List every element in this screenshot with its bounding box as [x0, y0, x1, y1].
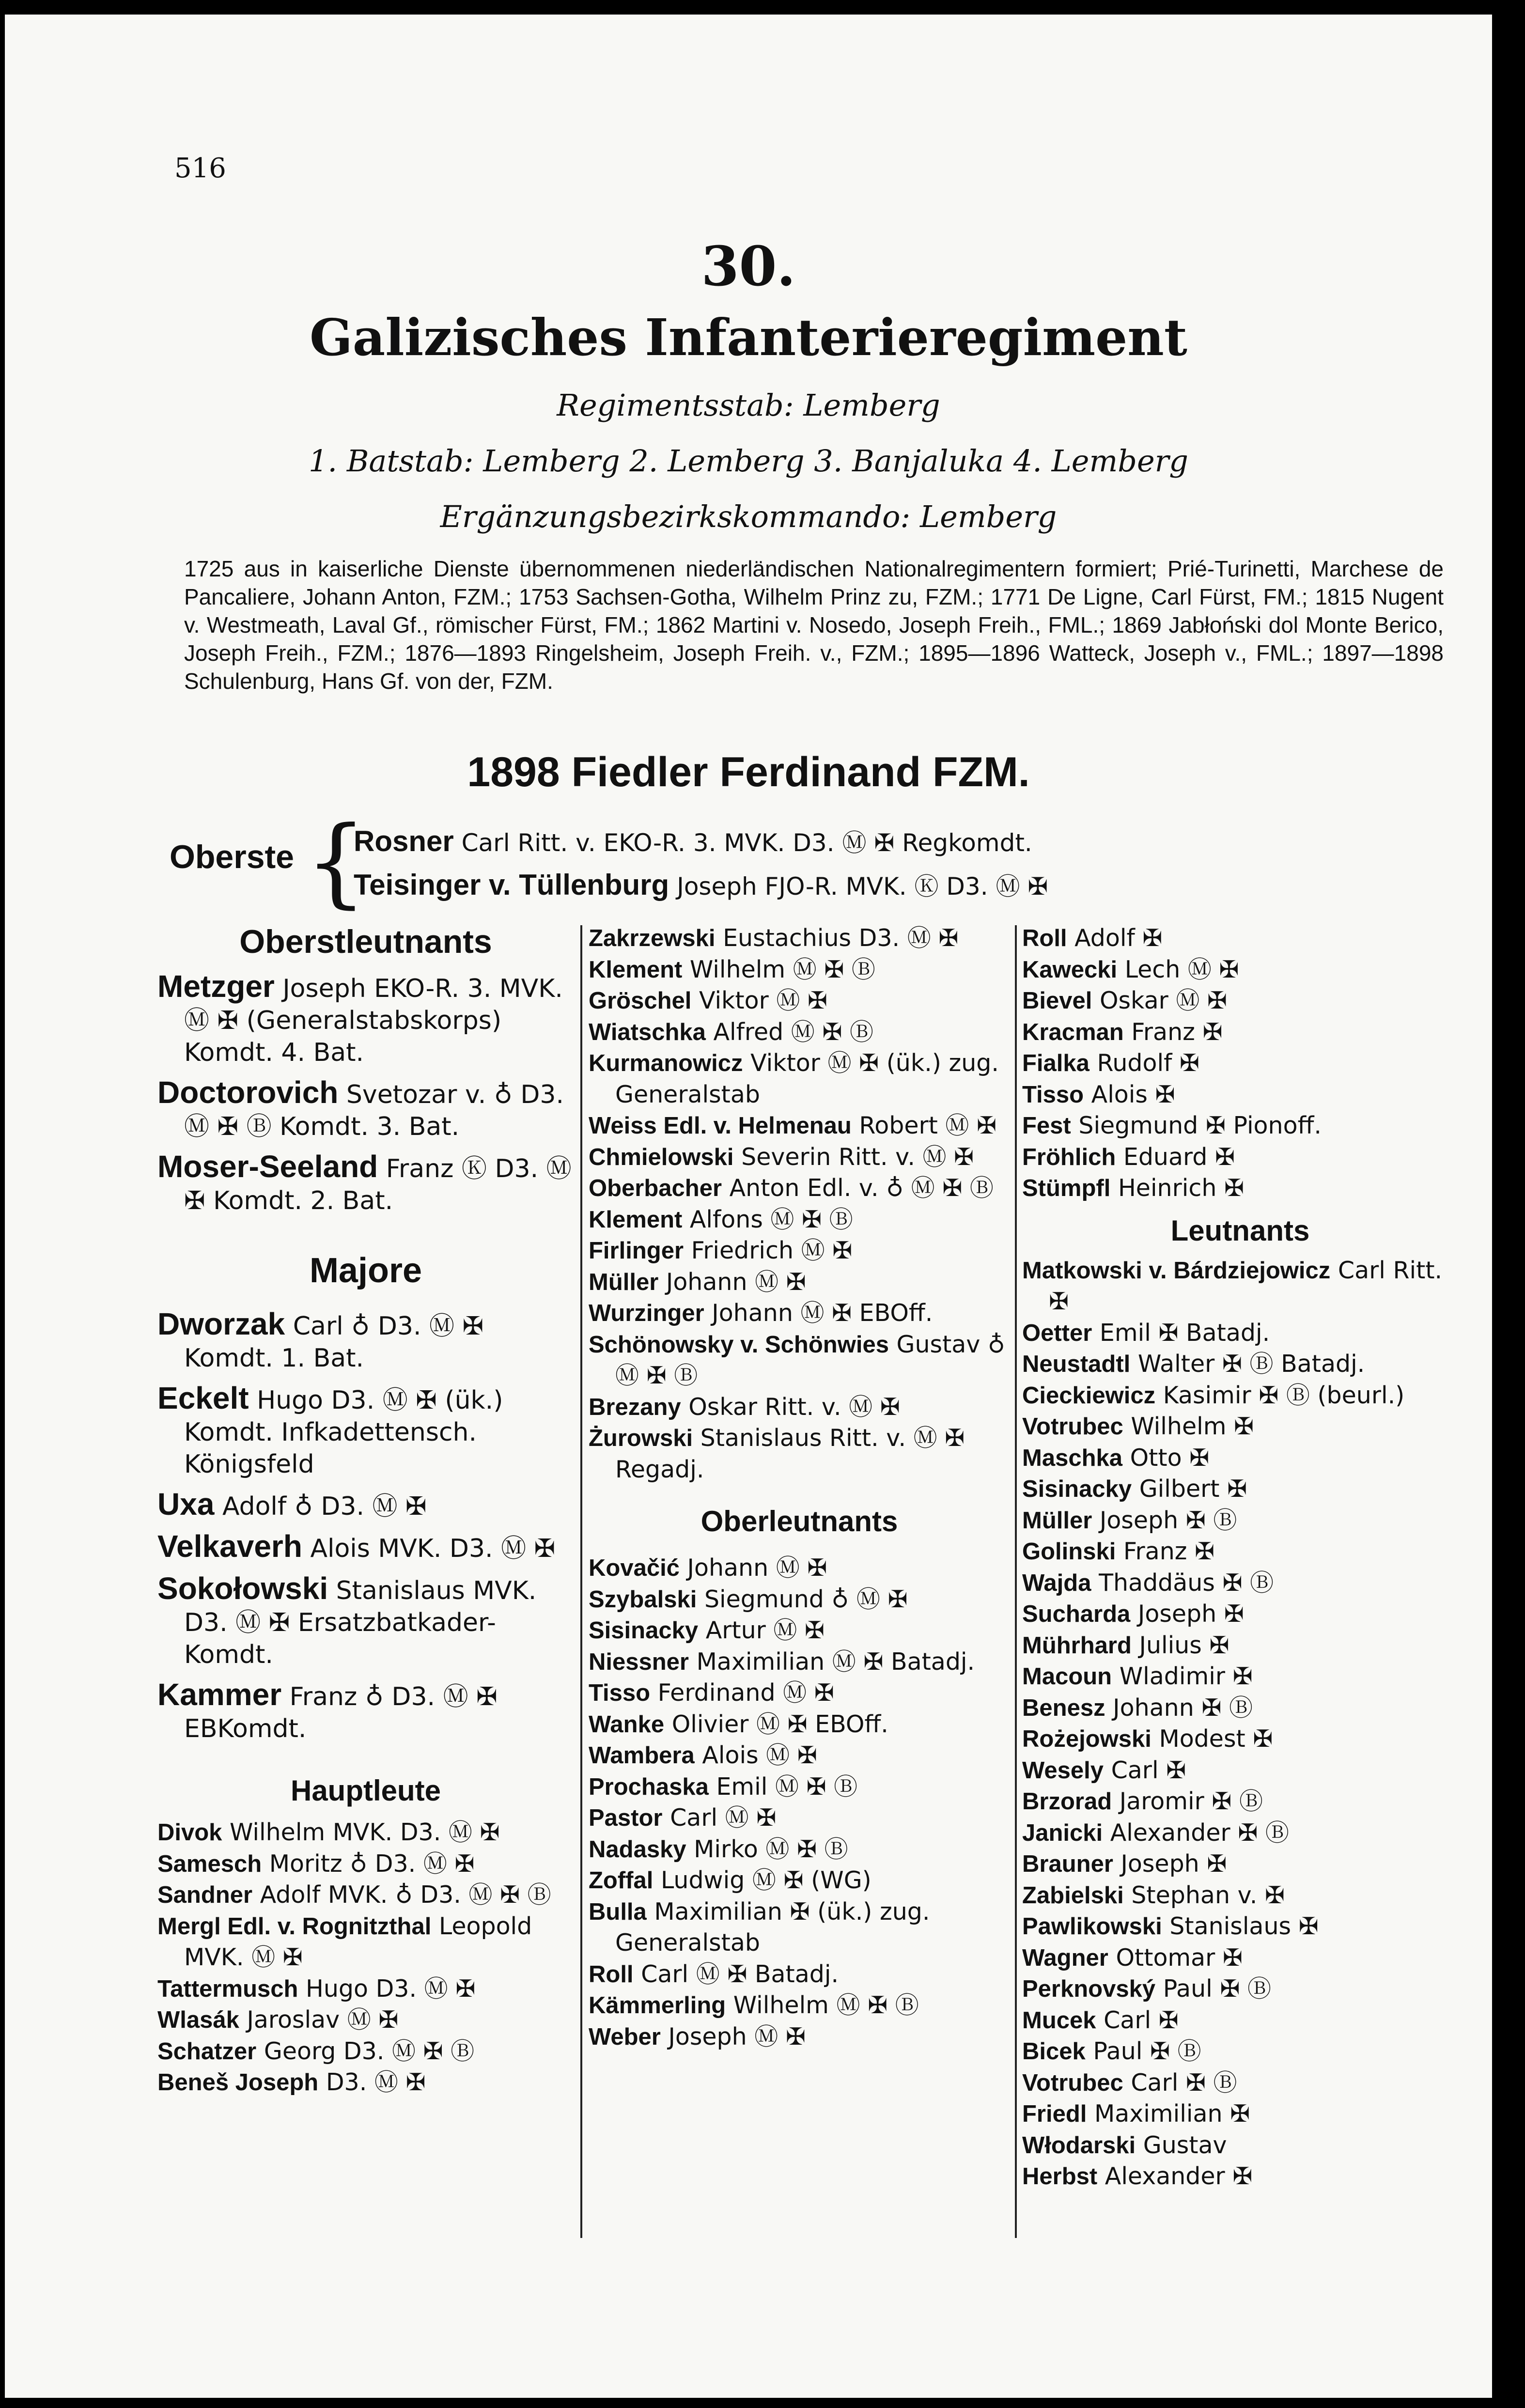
officer-details: Maximilian Ⓜ ✠ Batadj. [696, 1647, 975, 1676]
page-number: 516 [174, 153, 226, 184]
officer-details: Julius ✠ [1139, 1631, 1229, 1659]
officer-details: Hugo D3. Ⓜ ✠ (ük.) Komdt. Infkadettensch. Königsfeld [184, 1386, 503, 1479]
oberst-name: Rosner [354, 825, 454, 857]
officer-entry [589, 1142, 1010, 1173]
officer-details: Rudolf ✠ [1097, 1049, 1199, 1077]
officer-entry [589, 1298, 1010, 1329]
officer-entry [1022, 2036, 1458, 2067]
column-divider [1015, 925, 1017, 2238]
officer-entry [589, 954, 1010, 986]
officer-details: D3. Ⓜ ✠ [326, 2068, 426, 2096]
officer-details: Otto ✠ [1130, 1444, 1210, 1472]
officer-details: Friedrich Ⓜ ✠ [691, 1237, 853, 1264]
officer-name: Wlasák [157, 2007, 239, 2033]
officer-name: Kammer [157, 1677, 282, 1712]
officer-details: Leopold MVK. Ⓜ ✠ [184, 1912, 532, 1971]
officer-entry [589, 1740, 1010, 1771]
officer-name: Müller [589, 1269, 659, 1295]
officer-entry [1022, 1693, 1458, 1724]
officer-details: Johann Ⓜ ✠ [687, 1554, 827, 1582]
officer-entry [1022, 1142, 1458, 1173]
officer-name: Mührhard [1022, 1632, 1132, 1659]
officer-name: Roll [589, 1961, 634, 1988]
officer-details: Alexander ✠ Ⓑ [1110, 1818, 1289, 1847]
officer-entry [589, 1235, 1010, 1267]
officer-name: Weiss Edl. v. Helmenau [589, 1113, 852, 1139]
officer-name: Weber [589, 2023, 661, 2050]
column-divider [580, 925, 582, 2238]
officer-details: Carl ✠ [1104, 2006, 1179, 2034]
officer-name: Kracman [1022, 1019, 1124, 1045]
officer-entry [589, 1802, 1010, 1834]
officer-name: Roll [1022, 925, 1067, 951]
officer-name: Mucek [1022, 2007, 1096, 2034]
officer-entry [1022, 1599, 1458, 1630]
officer-entry [589, 1329, 1010, 1392]
officer-name: Wesely [1022, 1757, 1104, 1784]
ergaenzung-line: Ergänzungsbezirkskommando: Lemberg [440, 499, 1057, 534]
section-title-leutnants: Leutnants [1170, 1214, 1310, 1247]
batstab-line: 1. Batstab: Lemberg 2. Lemberg 3. Banjaluka 4. Lemberg [308, 443, 1188, 479]
officer-details: Franz ✠ [1131, 1018, 1223, 1046]
officer-name: Herbst [1022, 2163, 1098, 2190]
officer-entry [1022, 1849, 1458, 1880]
officer-name: Müller [1022, 1507, 1092, 1534]
officer-details: Georg D3. Ⓜ ✠ Ⓑ [264, 2037, 475, 2065]
officer-entry [1022, 1110, 1458, 1142]
officer-details: Carl Ⓜ ✠ Batadj. [641, 1960, 839, 1988]
officer-details: Paul ✠ Ⓑ [1093, 2037, 1201, 2065]
officer-name: Fest [1022, 1113, 1071, 1139]
officer-entry [589, 2021, 1010, 2053]
hauptleute-list [157, 1817, 574, 2098]
officer-entry [1022, 1173, 1458, 1204]
oberst-details: Joseph FJO-R. MVK. Ⓚ D3. Ⓜ ✠ [677, 872, 1048, 901]
officer-details: Johann Ⓜ ✠ [666, 1268, 806, 1296]
officer-entry [1022, 2067, 1458, 2099]
officer-name: Oberbacher [589, 1175, 722, 1201]
officer-name: Wiatschka [589, 1019, 706, 1045]
regiment-owner: 1898 Fiedler Ferdinand FZM. [467, 749, 1030, 795]
officer-details: Joseph EKO-R. 3. MVK. Ⓜ ✠ (Generalstabskorps) Komdt. 4. Bat. [184, 974, 563, 1067]
officer-name: Klement [589, 1206, 683, 1233]
officer-details: Severin Ritt. v. Ⓜ ✠ [741, 1143, 974, 1171]
officer-entry [1022, 2130, 1458, 2161]
officer-entry [1022, 1443, 1458, 1474]
officer-entry [1022, 1786, 1458, 1818]
officer-entry [589, 1865, 1010, 1896]
officer-details: Paul ✠ Ⓑ [1163, 1975, 1271, 2003]
officer-name: Rożejowski [1022, 1726, 1152, 1752]
officer-details: Walter ✠ Ⓑ Batadj. [1137, 1350, 1365, 1378]
leutnants-list [1022, 1255, 1458, 2192]
officer-name: Kurmanowicz [589, 1050, 743, 1076]
officer-details: Mirko Ⓜ ✠ Ⓑ [694, 1835, 848, 1863]
officer-entry [1022, 2098, 1458, 2130]
officer-details: Eustachius D3. Ⓜ ✠ [723, 924, 959, 952]
officer-name: Metzger [157, 969, 275, 1004]
officer-entry [157, 1150, 574, 1217]
officer-name: Janicki [1022, 1819, 1103, 1846]
officer-entry [157, 1076, 574, 1143]
officer-details: Oskar Ⓜ ✠ [1099, 987, 1227, 1014]
officer-entry [1022, 1255, 1458, 1318]
officer-details: Wilhelm ✠ [1131, 1413, 1254, 1440]
officer-name: Żurowski [589, 1425, 693, 1451]
officer-name: Zoffal [589, 1867, 654, 1894]
officer-details: Lech Ⓜ ✠ [1124, 955, 1239, 983]
officer-details: Hugo D3. Ⓜ ✠ [306, 1974, 476, 2003]
officer-name: Wambera [589, 1742, 695, 1769]
officer-name: Golinski [1022, 1538, 1116, 1565]
officer-details: Artur Ⓜ ✠ [705, 1616, 825, 1644]
section-title-oberstleutnants: Oberstleutnants [239, 923, 492, 960]
officer-entry [589, 1584, 1010, 1616]
officer-details: Modest ✠ [1159, 1725, 1273, 1753]
officer-name: Macoun [1022, 1663, 1112, 1690]
officer-entry [589, 1709, 1010, 1740]
regimentsstab-line: Regimentsstab: Lemberg [557, 388, 940, 423]
officer-details: Stanislaus ✠ [1169, 1912, 1319, 1940]
majore-list [157, 1308, 574, 1745]
officer-entry [1022, 1048, 1458, 1079]
officer-entry [157, 1973, 574, 2005]
officer-details: Adolf ✠ [1074, 924, 1163, 952]
officer-name: Eckelt [157, 1381, 249, 1415]
officer-entry [589, 1771, 1010, 1803]
officer-entry [157, 1530, 574, 1565]
officer-name: Velkaverh [157, 1529, 302, 1564]
officer-details: Joseph Ⓜ ✠ [668, 2022, 806, 2051]
officer-entry [589, 1990, 1010, 2021]
officer-name: Firlinger [589, 1238, 684, 1264]
officer-entry [589, 1423, 1010, 1485]
officer-name: Schatzer [157, 2038, 257, 2065]
officer-entry [157, 1572, 574, 1671]
officer-entry [1022, 1630, 1458, 1662]
officer-name: Friedl [1022, 2101, 1087, 2127]
officer-entry [1022, 923, 1458, 954]
oberst-details: Carl Ritt. v. EKO-R. 3. MVK. D3. Ⓜ ✠ Regkomdt. [461, 829, 1032, 857]
officer-details: Viktor Ⓜ ✠ (ük.) zug. Generalstab [615, 1049, 999, 1108]
officer-name: Nadasky [589, 1836, 686, 1863]
officer-entry [1022, 1505, 1458, 1537]
officer-entry [1022, 954, 1458, 986]
officer-details: Carl ✠ [1111, 1756, 1186, 1784]
officer-details: Alois Ⓜ ✠ [702, 1741, 817, 1769]
officer-entry [157, 1817, 574, 1849]
officer-details: Adolf MVK. ♁ D3. Ⓜ ✠ Ⓑ [260, 1881, 551, 1909]
section-title-majore: Majore [309, 1251, 422, 1290]
hauptleute-continued-list [589, 923, 1010, 1485]
officer-entry [589, 1173, 1010, 1204]
officer-name: Fialka [1022, 1050, 1089, 1076]
officer-name: Wurzinger [589, 1300, 704, 1326]
regiment-title: Galizisches Infanterieregiment [310, 308, 1187, 367]
officer-name: Włodarski [1022, 2132, 1136, 2159]
officer-details: Carl ♁ D3. Ⓜ ✠ Komdt. 1. Bat. [184, 1312, 484, 1373]
officer-details: Gustav [1143, 2131, 1227, 2159]
officer-name: Pawlikowski [1022, 1913, 1162, 1940]
officer-name: Sisinacky [1022, 1476, 1132, 1502]
officer-name: Perknovský [1022, 1976, 1156, 2002]
document-page [5, 15, 1492, 2398]
officer-details: Jaroslav Ⓜ ✠ [247, 2006, 399, 2034]
officer-entry [589, 1553, 1010, 1584]
officer-name: Szybalski [589, 1586, 697, 1613]
officer-name: Schönowsky v. Schönwies [589, 1331, 889, 1358]
officer-details: Kasimir ✠ Ⓑ (beurl.) [1163, 1381, 1405, 1409]
regiment-history: 1725 aus in kaiserliche Dienste übernommenen niederländischen Nationalregimentern formiert; Prié-Turinetti, Marchese de Pancaliere, Johann Anton, FZM.; 1753 Sachsen-Gotha, Wilhelm Prinz zu, FZM.; 1771 De Ligne, Carl Fürst, FM.; 1815 Nugent v. Westmeath, Laval Gf., römischer Fürst, FM.; 1862 Martini v. Nosedo, Joseph Freih., FML.; 1869 Jabłoński dol Monte Berico, Joseph Freih., FZM.; 1876—1893 Ringelsheim, Joseph Freih. v., FZM.; 1895—1896 Watteck, Joseph v., FML.; 1897—1898 Schulenburg, Hans Gf. von der, FZM. [184, 556, 1444, 694]
officer-name: Dworzak [157, 1306, 285, 1341]
officer-details: Gilbert ✠ [1139, 1475, 1247, 1503]
officer-name: Doctorovich [157, 1075, 339, 1110]
officer-entry [1022, 1755, 1458, 1787]
officer-name: Wanke [589, 1711, 665, 1738]
officer-name: Neustadtl [1022, 1351, 1131, 1377]
officer-entry [589, 1647, 1010, 1678]
officer-entry [157, 1308, 574, 1374]
officer-details: Eduard ✠ [1123, 1143, 1235, 1171]
officer-entry [1022, 1349, 1458, 1380]
officer-name: Prochaska [589, 1773, 709, 1800]
officer-entry [1022, 1973, 1458, 2005]
officer-name: Uxa [157, 1487, 215, 1522]
officer-name: Bievel [1022, 988, 1092, 1014]
oberleutnants-continued-list [1022, 923, 1458, 1204]
officer-details: Moritz ♁ D3. Ⓜ ✠ [269, 1849, 475, 1878]
officer-name: Stümpfl [1022, 1175, 1111, 1201]
officer-entry [1022, 1880, 1458, 1911]
officer-entry [1022, 1661, 1458, 1693]
officer-name: Gröschel [589, 988, 692, 1014]
officer-entry [1022, 1079, 1458, 1111]
officer-entry [589, 1959, 1010, 1990]
officer-details: Oskar Ritt. v. Ⓜ ✠ [688, 1393, 900, 1421]
officer-details: Carl Ritt. ✠ [1049, 1256, 1443, 1315]
officer-name: Votrubec [1022, 1414, 1123, 1440]
officer-entry [589, 985, 1010, 1017]
regiment-number: 30. [701, 235, 796, 298]
officer-name: Brauner [1022, 1851, 1113, 1877]
officer-entry [589, 1678, 1010, 1709]
officer-entry [157, 1911, 574, 1973]
officer-details: Wladimir ✠ [1119, 1662, 1253, 1690]
officer-details: Stephan v. ✠ [1131, 1881, 1285, 1909]
officer-details: Joseph ✠ Ⓑ [1099, 1506, 1237, 1534]
officer-name: Tisso [589, 1680, 651, 1706]
officer-details: Siegmund ✠ Pionoff. [1078, 1112, 1322, 1139]
column-3 [1022, 923, 1458, 2192]
officer-entry [589, 1204, 1010, 1236]
oberst-entry [354, 823, 1032, 858]
officer-details: Alois ✠ [1091, 1080, 1175, 1108]
officer-name: Bulla [589, 1898, 647, 1925]
officer-details: Carl ✠ Ⓑ [1131, 2068, 1237, 2097]
officer-entry [589, 1110, 1010, 1142]
oberste-label: Oberste [170, 839, 294, 875]
officer-entry [157, 970, 574, 1069]
officer-entry [1022, 1911, 1458, 1942]
officer-entry [157, 2004, 574, 2036]
officer-name: Moser-Seeland [157, 1149, 378, 1184]
officer-name: Mergl Edl. v. Rognitzthal [157, 1913, 432, 1940]
officer-details: Adolf ♁ D3. Ⓜ ✠ [222, 1492, 427, 1521]
officer-name: Wajda [1022, 1569, 1091, 1596]
officer-entry [157, 1488, 574, 1522]
officer-entry [1022, 1818, 1458, 1849]
officer-name: Beneš Joseph [157, 2069, 319, 2096]
officer-details: Carl Ⓜ ✠ [670, 1804, 777, 1832]
officer-name: Oetter [1022, 1320, 1092, 1346]
officer-details: Gustav ♁ Ⓜ ✠ Ⓑ [615, 1330, 1005, 1389]
officer-name: Wagner [1022, 1944, 1108, 1971]
officer-name: Tisso [1022, 1081, 1084, 1108]
officer-details: Robert Ⓜ ✠ [859, 1112, 997, 1139]
officer-name: Sokołowski [157, 1571, 328, 1606]
officer-entry [157, 2067, 574, 2098]
officer-name: Tattermusch [157, 1975, 298, 2002]
officer-name: Zabielski [1022, 1882, 1124, 1909]
officer-name: Sucharda [1022, 1601, 1131, 1627]
officer-details: Jaromir ✠ Ⓑ [1119, 1787, 1263, 1815]
officer-entry [589, 1392, 1010, 1423]
officer-details: Joseph ✠ [1120, 1850, 1227, 1878]
officer-entry [1022, 1318, 1458, 1349]
officer-name: Sisinacky [589, 1617, 699, 1644]
officer-entry [589, 1896, 1010, 1959]
officer-details: Franz ✠ [1123, 1538, 1215, 1565]
officer-name: Chmielowski [589, 1144, 734, 1170]
officer-name: Klement [589, 956, 683, 983]
officer-entry [1022, 1536, 1458, 1568]
officer-name: Samesch [157, 1850, 262, 1877]
officer-entry [1022, 1017, 1458, 1048]
officer-name: Votrubec [1022, 2069, 1123, 2096]
officer-entry [157, 1382, 574, 1480]
officer-name: Cieckiewicz [1022, 1382, 1156, 1409]
officer-details: Alexander ✠ [1105, 2162, 1253, 2190]
officer-name: Zakrzewski [589, 925, 716, 951]
officer-details: Maximilian ✠ [1094, 2100, 1250, 2128]
officer-details: Svetozar v. ♁ D3. Ⓜ ✠ Ⓑ Komdt. 3. Bat. [184, 1080, 564, 1141]
officer-entry [1022, 2161, 1458, 2192]
officer-name: Kawecki [1022, 956, 1118, 983]
oberste-brace: { [305, 806, 367, 918]
officer-name: Sandner [157, 1882, 253, 1908]
officer-details: Joseph ✠ [1137, 1600, 1244, 1628]
officer-details: Alfred Ⓜ ✠ Ⓑ [713, 1018, 874, 1046]
column-1 [157, 923, 574, 2098]
officer-name: Kovačić [589, 1555, 680, 1581]
officer-name: Kämmerling [589, 1992, 726, 2019]
officer-details: Alois MVK. D3. Ⓜ ✠ [310, 1534, 556, 1563]
section-title-oberleutnants: Oberleutnants [700, 1505, 898, 1538]
officer-name: Divok [157, 1819, 222, 1846]
officer-name: Bicek [1022, 2038, 1086, 2065]
officer-details: Ludwig Ⓜ ✠ (WG) [660, 1866, 871, 1894]
officer-details: Alfons Ⓜ ✠ Ⓑ [689, 1205, 853, 1233]
officer-details: Siegmund ♁ Ⓜ ✠ [704, 1585, 908, 1613]
officer-details: Wilhelm Ⓜ ✠ Ⓑ [733, 1991, 919, 2019]
officer-details: Anton Edl. v. ♁ Ⓜ ✠ Ⓑ [729, 1174, 994, 1202]
officer-name: Pastor [589, 1805, 663, 1831]
officer-details: Viktor Ⓜ ✠ [699, 987, 827, 1014]
officer-name: Niessner [589, 1648, 689, 1675]
officer-details: Wilhelm MVK. D3. Ⓜ ✠ [230, 1818, 500, 1846]
officer-details: Stanislaus Ritt. v. Ⓜ ✠ Regadj. [615, 1424, 965, 1483]
officer-entry [157, 2036, 574, 2067]
officer-details: Emil Ⓜ ✠ Ⓑ [716, 1772, 858, 1801]
oberleutnants-list [589, 1553, 1010, 2052]
officer-details: Maximilian ✠ (ük.) zug. Generalstab [615, 1897, 930, 1957]
officer-details: Ferdinand Ⓜ ✠ [657, 1679, 834, 1707]
officer-entry [589, 1017, 1010, 1048]
officer-entry [589, 1048, 1010, 1110]
officer-entry [589, 923, 1010, 954]
officer-details: Stanislaus MVK. D3. Ⓜ ✠ Ersatzbatkader-Komdt. [184, 1576, 537, 1669]
oberst-name: Teisinger v. Tüllenburg [354, 869, 669, 901]
officer-entry [1022, 1568, 1458, 1599]
officer-details: Wilhelm Ⓜ ✠ Ⓑ [689, 955, 875, 983]
officer-details: Franz ♁ D3. Ⓜ ✠ EBKomdt. [184, 1682, 498, 1743]
officer-entry [589, 1267, 1010, 1298]
officer-entry [1022, 985, 1458, 1017]
officer-details: Emil ✠ Batadj. [1099, 1319, 1270, 1347]
officer-entry [157, 1678, 574, 1745]
officer-name: Brzorad [1022, 1788, 1112, 1815]
column-2 [589, 923, 1010, 2052]
officer-entry [1022, 1942, 1458, 1974]
oberst-entry [354, 867, 1048, 902]
officer-entry [1022, 1724, 1458, 1755]
officer-entry [1022, 1411, 1458, 1443]
oberstleutnants-list [157, 970, 574, 1217]
officer-name: Fröhlich [1022, 1144, 1116, 1170]
officer-name: Benesz [1022, 1694, 1105, 1721]
officer-details: Heinrich ✠ [1118, 1174, 1245, 1202]
officer-entry [1022, 1474, 1458, 1505]
officer-entry [589, 1834, 1010, 1865]
officer-details: Johann Ⓜ ✠ EBOff. [712, 1299, 933, 1327]
officer-name: Brezany [589, 1394, 681, 1420]
officer-details: Thaddäus ✠ Ⓑ [1099, 1569, 1274, 1597]
officer-entry [1022, 1380, 1458, 1412]
officer-entry [157, 1849, 574, 1880]
officer-name: Maschka [1022, 1445, 1123, 1471]
officer-entry [1022, 2005, 1458, 2036]
officer-entry [589, 1615, 1010, 1647]
officer-details: Franz Ⓚ D3. Ⓜ ✠ Komdt. 2. Bat. [184, 1154, 572, 1215]
officer-details: Olivier Ⓜ ✠ EBOff. [671, 1710, 888, 1738]
officer-name: Matkowski v. Bárdziejowicz [1022, 1257, 1331, 1284]
officer-details: Ottomar ✠ [1116, 1943, 1243, 1972]
officer-details: Johann ✠ Ⓑ [1113, 1693, 1253, 1722]
officer-entry [157, 1880, 574, 1911]
section-title-hauptleute: Hauptleute [290, 1774, 441, 1807]
